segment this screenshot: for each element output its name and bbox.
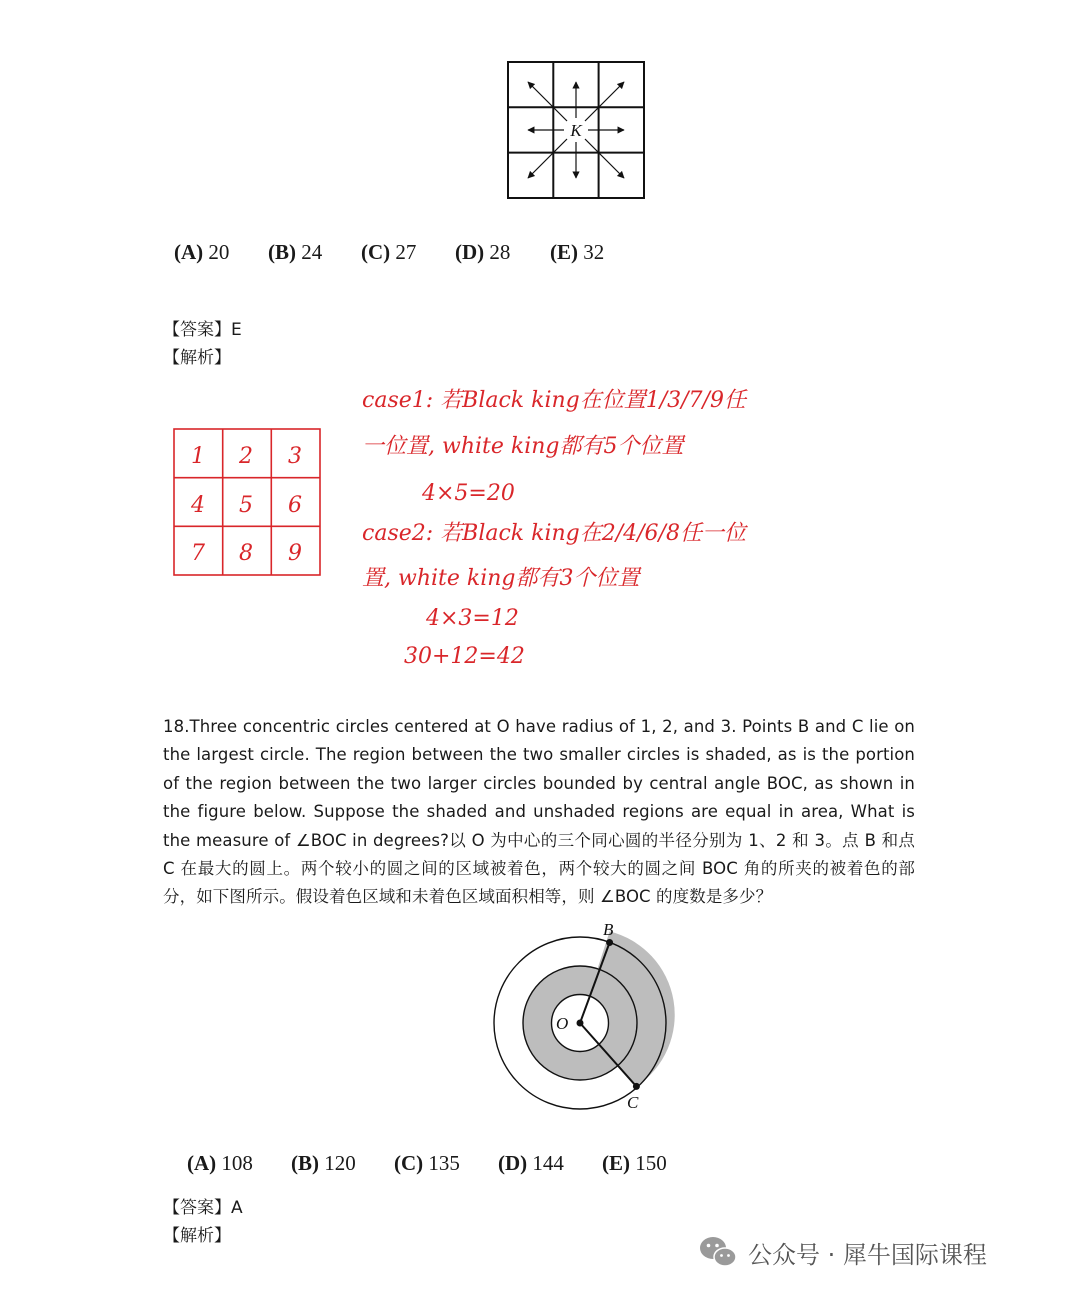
point-b bbox=[606, 939, 613, 946]
choice-d: (D) 28 bbox=[455, 240, 511, 264]
label-b: B bbox=[603, 920, 614, 939]
hw-line-2: 一位置, white king都有5个位置 bbox=[362, 434, 684, 459]
watermark-text: 公众号 · 犀牛国际课程 bbox=[748, 1240, 987, 1269]
grid-number-4: 4 bbox=[191, 493, 205, 518]
hw-line-4: case2: 若Black king在2/4/6/8任一位 bbox=[362, 521, 746, 546]
hw-line-3: 4×5=20 bbox=[422, 481, 515, 506]
hw-line-6: 4×3=12 bbox=[426, 606, 519, 631]
problem18-analysis-label: 【解析】 bbox=[163, 1226, 231, 1246]
choice-e: (E) 32 bbox=[550, 240, 605, 264]
problem17-answer bbox=[163, 316, 242, 344]
answer-value: E bbox=[231, 320, 242, 340]
choice-c: (C) 135 bbox=[394, 1151, 460, 1175]
hw-line-5: 置, white king都有3个位置 bbox=[362, 566, 640, 591]
choice-a: (A) 108 bbox=[187, 1151, 253, 1175]
label-c: C bbox=[627, 1093, 639, 1112]
problem17-analysis-label: 【解析】 bbox=[163, 348, 231, 368]
grid-number-8: 8 bbox=[239, 541, 253, 566]
concentric-circles-figure bbox=[480, 915, 680, 1115]
problem18-answer bbox=[163, 1194, 243, 1222]
choice-e: (E) 150 bbox=[602, 1151, 667, 1175]
choice-a: (A) 20 bbox=[174, 240, 230, 264]
grid-number-3: 3 bbox=[288, 444, 302, 469]
hw-line-1: case1: 若Black king在位置1/3/7/9任 bbox=[362, 388, 746, 413]
grid-number-9: 9 bbox=[288, 541, 302, 566]
handwritten-solution bbox=[168, 375, 768, 675]
point-o bbox=[577, 1020, 584, 1027]
choice-b: (B) 24 bbox=[268, 240, 323, 264]
answer-value: A bbox=[231, 1198, 243, 1218]
choice-d: (D) 144 bbox=[498, 1151, 564, 1175]
grid-number-2: 2 bbox=[239, 444, 253, 469]
point-c bbox=[633, 1083, 640, 1090]
king-grid-figure bbox=[506, 60, 646, 200]
grid-number-5: 5 bbox=[239, 493, 253, 518]
king-label: K bbox=[570, 121, 582, 140]
problem17-choices bbox=[174, 240, 604, 265]
wechat-icon bbox=[698, 1234, 738, 1270]
choice-c: (C) 27 bbox=[361, 240, 417, 264]
label-o: O bbox=[556, 1014, 569, 1033]
problem18-text: 18.Three concentric circles centered at O have radius of 1, 2, and 3. Points B and C lie on the largest circle. The region between the two smaller circles is shaded, as is the portion of the region between the two larger circles bounded by central angle BOC, as shown in the figure below. Suppose the shaded and unshaded regions are equal in area, What is the measure of ∠BOC in degrees?以 O 为中心的三个同心圆的半径分别为 1、2 和 3。点 B 和点 C 在最大的圆上。两个较小的圆之间的区域被着色，两个较大的圆之间 BOC 角的所夹的被着色的部分，如下图所示。假设着色区域和未着色区域面积相等，则 ∠BOC 的度数是多少？ bbox=[163, 717, 915, 907]
watermark bbox=[698, 1234, 987, 1270]
choice-b: (B) 120 bbox=[291, 1151, 356, 1175]
answer-label: 【答案】 bbox=[163, 1198, 231, 1218]
problem18-choices bbox=[187, 1151, 667, 1176]
grid-number-1: 1 bbox=[191, 444, 205, 469]
answer-label: 【答案】 bbox=[163, 320, 231, 340]
hw-line-7: 30+12=42 bbox=[404, 644, 525, 669]
grid-number-6: 6 bbox=[288, 493, 302, 518]
grid-number-7: 7 bbox=[191, 541, 205, 566]
